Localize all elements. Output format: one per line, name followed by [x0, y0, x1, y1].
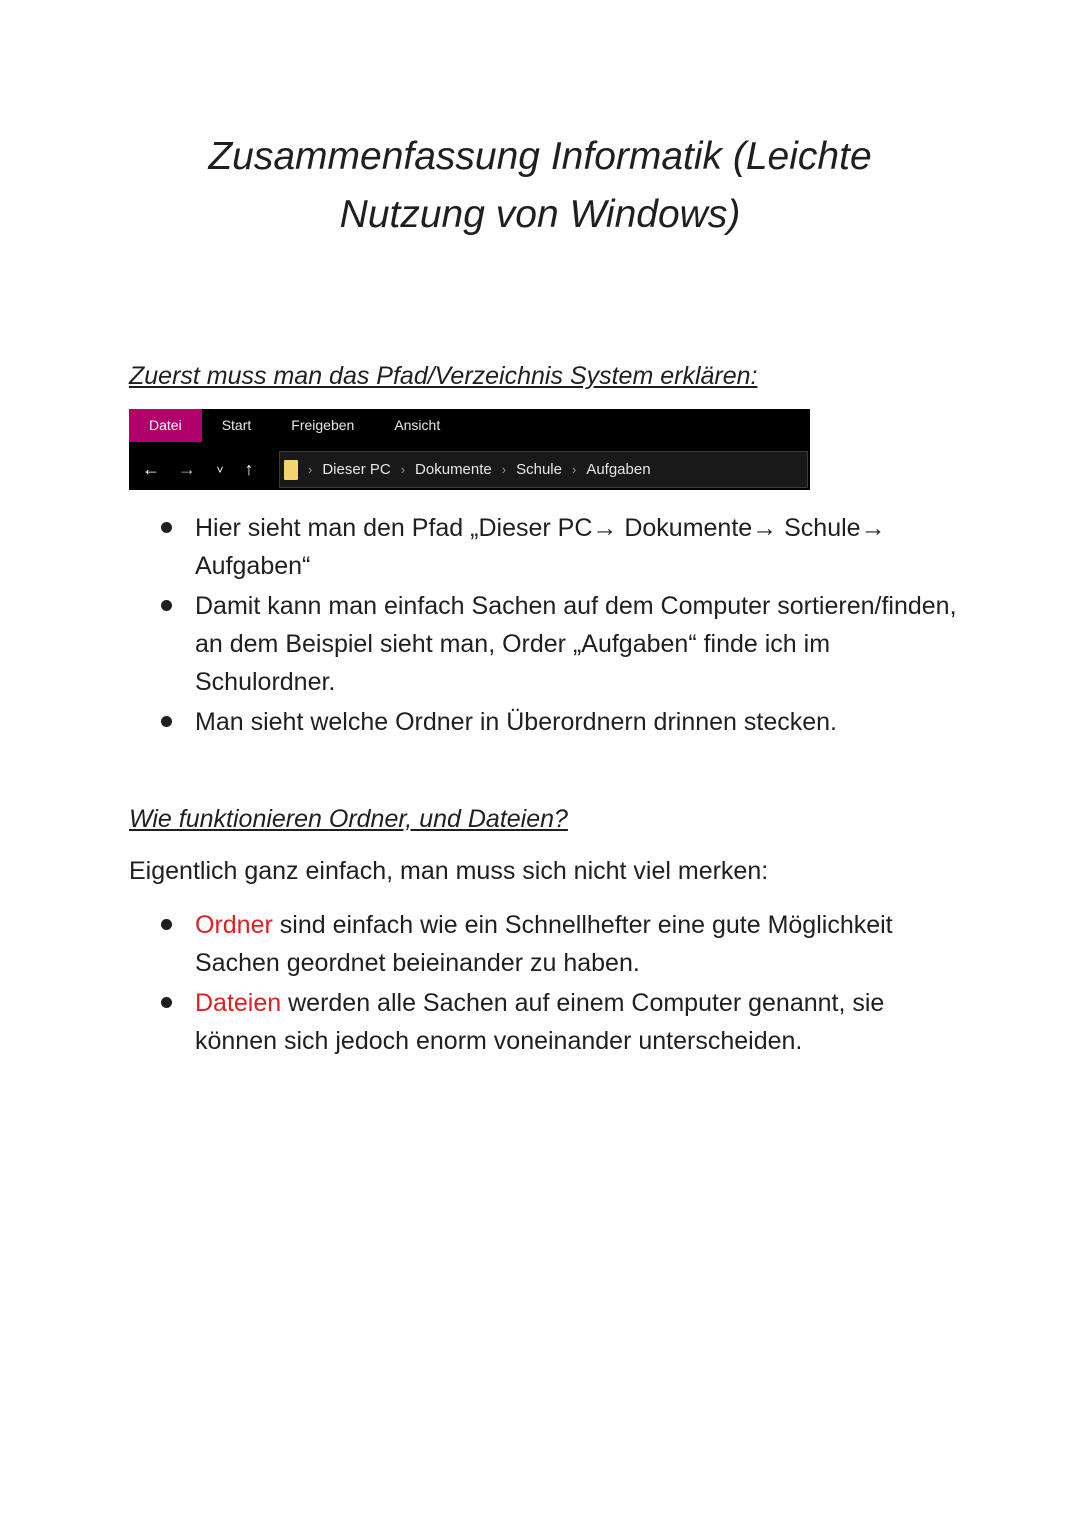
tab-datei[interactable]: Datei	[129, 409, 202, 442]
section-heading-folders: Wie funktionieren Ordner, und Dateien?	[129, 805, 568, 833]
ribbon-tabs	[129, 409, 810, 442]
address-bar[interactable]	[279, 451, 808, 488]
term-dateien: Dateien	[195, 989, 282, 1017]
tab-start[interactable]: Start	[221, 417, 252, 433]
breadcrumb-schule[interactable]: Schule	[516, 461, 562, 478]
back-arrow-icon[interactable]: ←	[142, 459, 160, 479]
explorer-screenshot	[129, 409, 810, 490]
tab-ansicht[interactable]: Ansicht	[394, 417, 441, 433]
list-item	[0, 587, 1080, 701]
chevron-right-icon: ›	[571, 462, 577, 477]
title-line-2: Nutzung von Windows)	[339, 193, 741, 236]
folder-icon	[284, 460, 298, 480]
chevron-right-icon: ›	[501, 462, 507, 477]
list-item-text: Man sieht welche Ordner in Überordnern drinnen stecken.	[195, 708, 838, 736]
forward-arrow-icon[interactable]: →	[178, 459, 196, 479]
up-arrow-icon[interactable]: ↑	[244, 459, 254, 479]
breadcrumb-dieser-pc[interactable]: Dieser PC	[322, 461, 391, 478]
navigation-bar	[129, 451, 810, 488]
tab-freigeben[interactable]: Freigeben	[291, 417, 355, 433]
list-item	[0, 703, 1080, 741]
list-item-text: Hier sieht man den Pfad „Dieser PC→ Dokumente→ Schule→ Aufgaben“	[195, 514, 886, 580]
folders-bullet-list	[0, 906, 1080, 1062]
list-item	[0, 509, 1080, 585]
bullet-icon	[161, 997, 172, 1008]
term-ordner: Ordner	[195, 911, 273, 939]
bullet-icon	[161, 919, 172, 930]
list-item	[0, 984, 1080, 1060]
section-heading-path: Zuerst muss man das Pfad/Verzeichnis System erklären:	[129, 362, 758, 390]
bullet-icon	[161, 600, 172, 611]
breadcrumb-dokumente[interactable]: Dokumente	[415, 461, 492, 478]
bullet-icon	[161, 522, 172, 533]
intro-paragraph: Eigentlich ganz einfach, man muss sich nicht viel merken:	[129, 857, 769, 885]
list-item-text: werden alle Sachen auf einem Computer genannt, sie können sich jedoch enorm voneinander unterscheiden.	[195, 989, 885, 1055]
list-item-text: Damit kann man einfach Sachen auf dem Computer sortieren/finden, an dem Beispiel sieht man, Order „Aufgaben“ finde ich im Schulordner.	[195, 592, 957, 696]
list-item-text: sind einfach wie ein Schnellhefter eine gute Möglichkeit Sachen geordnet beieinander zu haben.	[195, 911, 893, 977]
chevron-right-icon: ›	[308, 462, 313, 477]
chevron-right-icon: ›	[400, 462, 406, 477]
title-line-1: Zusammenfassung Informatik (Leichte	[208, 135, 872, 178]
path-bullet-list	[0, 509, 1080, 743]
breadcrumb-aufgaben[interactable]: Aufgaben	[586, 461, 651, 478]
chevron-down-icon[interactable]: ˅	[216, 462, 224, 477]
bullet-icon	[161, 716, 172, 727]
document-title	[0, 128, 1080, 244]
list-item	[0, 906, 1080, 982]
